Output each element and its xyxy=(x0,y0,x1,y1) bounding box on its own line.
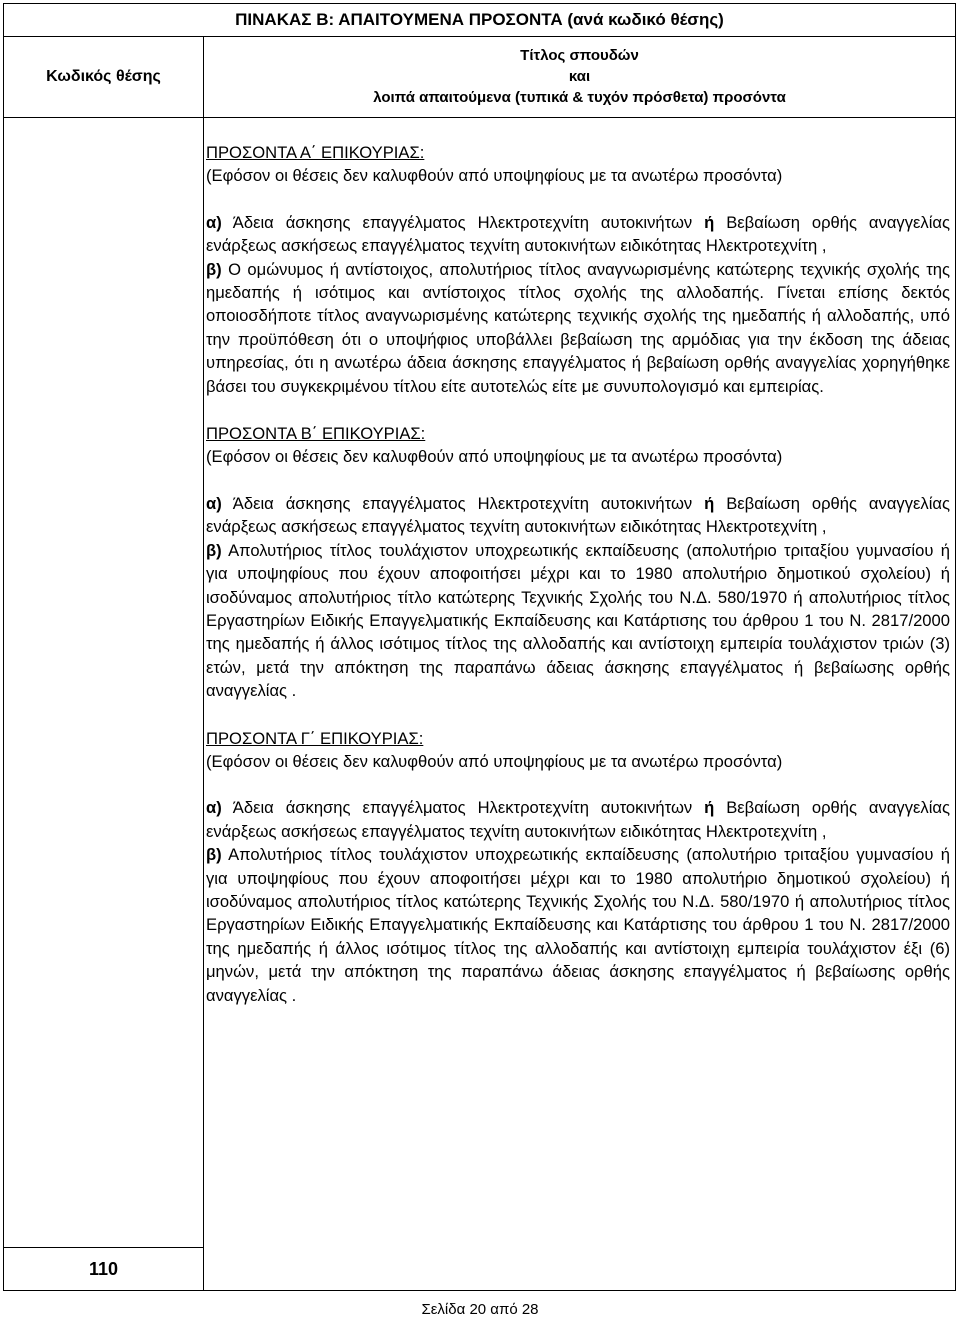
section-title: ΠΡΟΣΟΝΤΑ Γ΄ ΕΠΙΚΟΥΡΙΑΣ: xyxy=(206,728,424,748)
description-column-header xyxy=(204,36,955,118)
section-b xyxy=(206,422,950,702)
section-a xyxy=(206,141,950,398)
requirements-body xyxy=(206,141,950,1007)
requirement-a: α) Άδεια άσκησης επαγγέλματος Ηλεκτροτεχνίτη αυτοκινήτων ή Βεβαίωση ορθής αναγγελίας ενάρξεως ασκήσεως επαγγέλματος τεχνίτη αυτοκινήτων ειδικότητας Ηλεκτροτεχνίτη , xyxy=(206,493,950,537)
page-footer: Σελίδα 20 από 28 xyxy=(421,1301,539,1318)
requirement-a: α) Άδεια άσκησης επαγγέλματος Ηλεκτροτεχνίτη αυτοκινήτων ή Βεβαίωση ορθής αναγγελίας ενάρξεως ασκήσεως επαγγέλματος τεχνίτη αυτοκινήτων ειδικότητας Ηλεκτροτεχνίτη , xyxy=(206,798,950,841)
header-line-1: Τίτλος σπουδών xyxy=(520,47,639,64)
item-label: β) xyxy=(206,540,222,560)
requirement-b: β) Ο ομώνυμος ή αντίστοιχος, απολυτήριος τίτλος αναγνωρισμένης κατώτερης τεχνικής σχολής της ημεδαπής ή ισότιμος και αντίστοιχος τίτλος σχολής της αλλοδαπής. Γίνεται επίσης δεκτός οποιοσδήποτε τίτλος αναγνωρισμένης κατώτερης τεχνικής σχολής της ημεδαπής ή αλλοδαπής, υπό την προϋπόθεση ότι ο υποψήφιος υποβάλλει βεβαίωση της αρμόδιας για την έκδοση της άδειας υπηρεσίας, ότι η ανωτέρω άδεια άσκησης επαγγέλματος ή βεβαίωση ορθής αναγγελίας χορηγήθηκε βάσει του συγκεκριμένου τίτλου είτε αυτοτελώς είτε με συνυπολογισμό και εμπειρίας. xyxy=(206,259,950,396)
header-line-3: λοιπά απαιτούμενα (τυπικά & τυχόν πρόσθετα) προσόντα xyxy=(373,89,786,106)
item-label: β) xyxy=(206,845,222,865)
requirement-b: β) Απολυτήριος τίτλος τουλάχιστον υποχρεωτικής εκπαίδευσης (απολυτήριο τριταξίου γυμνασίου ή για υποψηφίους που έχουν αποφοιτήσει μέχρι και το 1980 απολυτήριο δημοτικού σχολείου) ή ισοδύναμος απολυτήριος τίτλο κατώτερης Τεχνικής Σχολής του Ν.Δ. 580/1970 ή απολυτήριος τίτλος Εργαστηρίων Ειδικής Επαγγελματικής Εκπαίδευσης και Κατάρτισης του άρθρου 1 του Ν. 2817/2000 της ημεδαπής ή άλλος ισότιμος τίτλος της αλλοδαπής και αντίστοιχη εμπειρία τουλάχιστον τριών (3) ετών, μετά την απόκτηση της παραπάνω άδειας άσκησης επαγγέλματος ή βεβαίωσης ορθής αναγγελίας . xyxy=(206,540,950,701)
item-label: α) xyxy=(206,798,222,818)
code-column-header: Κωδικός θέσης xyxy=(4,36,204,118)
position-code: 110 xyxy=(4,1247,203,1290)
table-title: ΠΙΝΑΚΑΣ Β: ΑΠΑΙΤΟΥΜΕΝΑ ΠΡΟΣΟΝΤΑ (ανά κωδικό θέσης) xyxy=(4,4,955,37)
section-condition: (Εφόσον οι θέσεις δεν καλυφθούν από υποψηφίους με τα ανωτέρω προσόντα) xyxy=(206,447,783,467)
item-label: α) xyxy=(206,493,222,513)
requirement-b: β) Απολυτήριος τίτλος τουλάχιστον υποχρεωτικής εκπαίδευσης (απολυτήριο τριταξίου γυμνασίου ή για υποψηφίους που έχουν αποφοιτήσει μέχρι και το 1980 απολυτήριο δημοτικού σχολείου) ή ισοδύναμος απολυτήριος τίτλος κατώτερης Τεχνικής Σχολής του Ν.Δ. 580/1970 ή απολυτήριος τίτλος Εργαστηρίων Ειδικής Επαγγελματικής Εκπαίδευσης και Κατάρτισης του άρθρου 1 του Ν. 2817/2000 της ημεδαπής ή άλλος ισότιμος τίτλος της αλλοδαπής και αντίστοιχη εμπειρία τουλάχιστον έξι (6) μηνών, μετά την απόκτηση της παραπάνω άδειας άσκησης επαγγέλματος ή βεβαίωσης ορθής αναγγελίας . xyxy=(206,845,950,1005)
item-label: β) xyxy=(206,259,222,279)
header-line-2: και xyxy=(568,68,591,85)
requirement-a: α) Άδεια άσκησης επαγγέλματος Ηλεκτροτεχνίτη αυτοκινήτων ή Βεβαίωση ορθής αναγγελίας ενάρξεως ασκήσεως επαγγέλματος τεχνίτη αυτοκινήτων ειδικότητας Ηλεκτροτεχνίτη , xyxy=(206,212,950,256)
section-condition: (Εφόσον οι θέσεις δεν καλυφθούν από υποψηφίους με τα ανωτέρω προσόντα) xyxy=(206,166,783,186)
section-title: ΠΡΟΣΟΝΤΑ Β΄ ΕΠΙΚΟΥΡΙΑΣ: xyxy=(206,424,426,444)
section-condition: (Εφόσον οι θέσεις δεν καλυφθούν από υποψηφίους με τα ανωτέρω προσόντα) xyxy=(206,751,783,771)
item-label: α) xyxy=(206,212,222,232)
code-column xyxy=(4,118,204,1290)
section-title: ΠΡΟΣΟΝΤΑ Α΄ ΕΠΙΚΟΥΡΙΑΣ: xyxy=(206,143,425,162)
section-c xyxy=(206,727,950,1007)
